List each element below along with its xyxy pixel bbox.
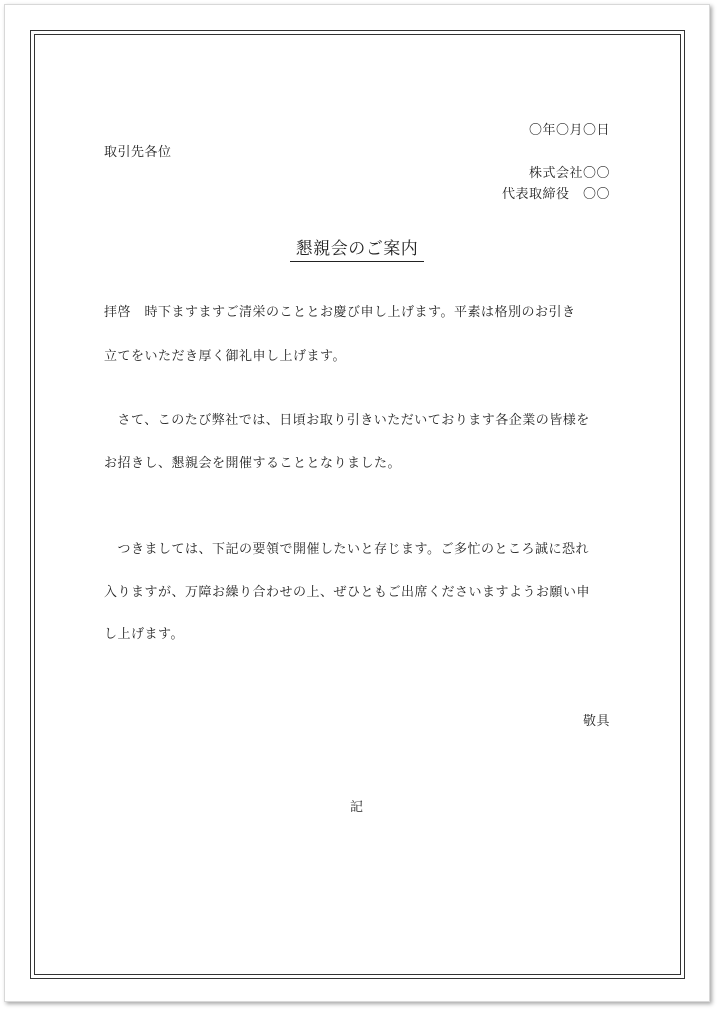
letter-date: 〇年〇月〇日 [528, 123, 610, 138]
sender-company: 株式会社〇〇 [528, 166, 610, 181]
letter-title: 懇親会のご案内 [290, 238, 424, 262]
paragraph-2-line-1: さて、このたび弊社では、日頃お取り引きいただいております各企業の皆様を [104, 413, 590, 428]
paragraph-1-line-1: 拝啓 時下ますますご清栄のこととお慶び申し上げます。平素は格別のお引き [104, 305, 576, 320]
closing-keigu: 敬具 [582, 714, 610, 729]
sender-representative: 代表取締役 〇〇 [501, 187, 610, 202]
letter-recipient: 取引先各位 [104, 145, 172, 160]
paragraph-3-line-2: 入りますが、万障お繰り合わせの上、ぜひともご出席くださいますようお願い申 [104, 585, 591, 600]
paragraph-3-line-3: し上げます。 [104, 627, 184, 642]
paragraph-2-line-2: お招きし、懇親会を開催することとなりました。 [104, 456, 402, 471]
paragraph-3-line-1: つきましては、下記の要領で開催したいと存じます。ご多忙のところ誠に恐れ [104, 542, 589, 557]
paragraph-1-line-2: 立てをいただき厚く御礼申し上げます。 [104, 349, 346, 364]
ki-heading: 記 [350, 800, 364, 815]
